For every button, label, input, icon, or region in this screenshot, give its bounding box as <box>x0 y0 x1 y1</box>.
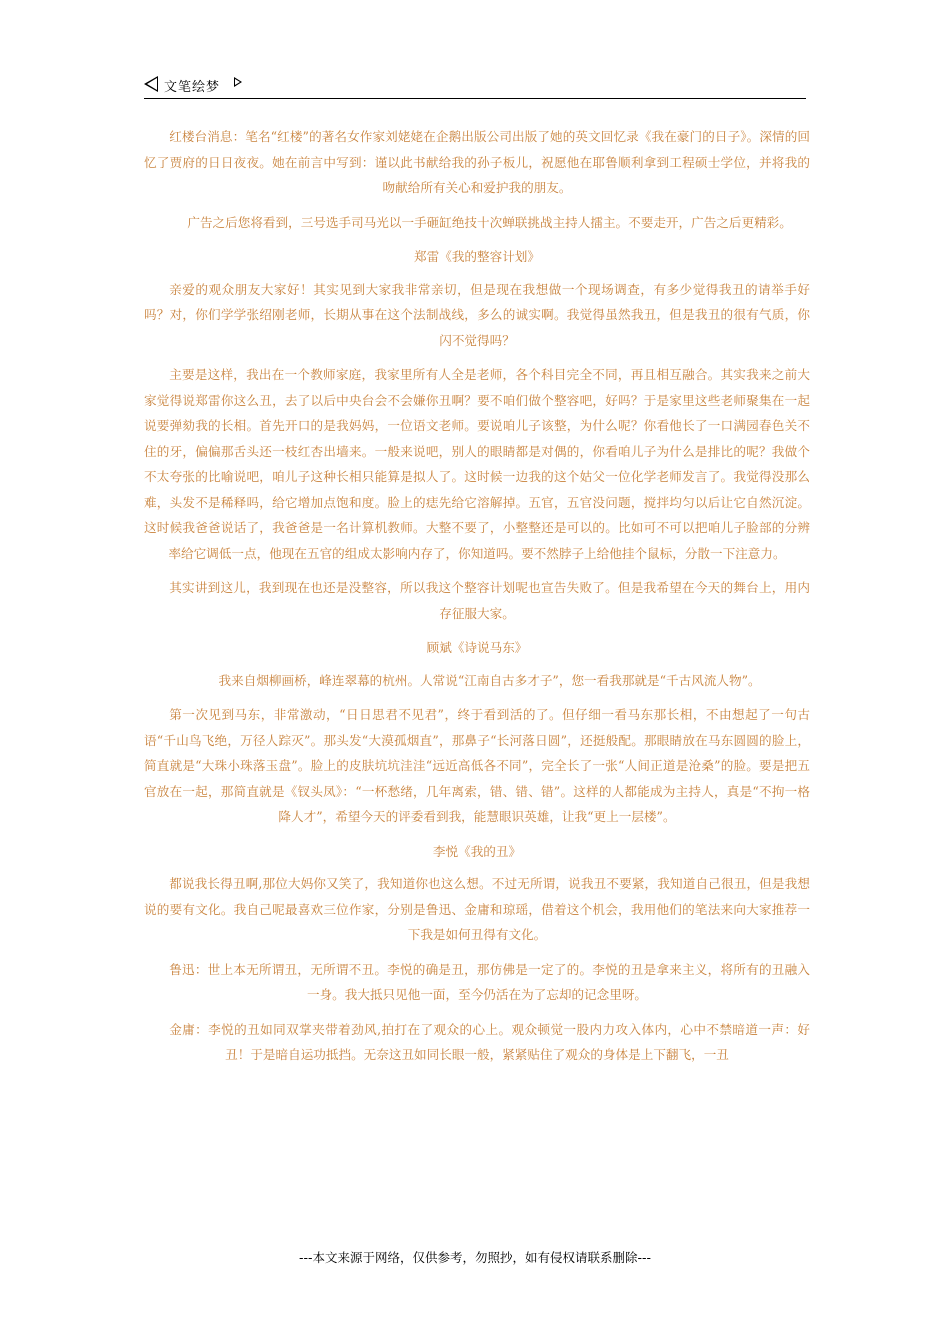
section-heading: 李悦《我的丑》 <box>432 843 522 859</box>
body-paragraph: 都说我长得丑啊,那位大妈你又笑了，我知道你也这么想。不过无所谓，说我丑不要紧，我知道自己很丑，但是我想说的要有文化。我自己呢最喜欢三位作家，分别是鲁迅、金庸和琼瑶，借着这个机会，我用他们的笔法来向大家推荐一下我是如何丑得有文化。 <box>144 876 810 942</box>
body-paragraph: 其实讲到这儿，我到现在也还是没整容，所以我这个整容计划呢也宣告失败了。但是我希望在今天的舞台上，用内存征服大家。 <box>169 580 810 621</box>
body-paragraph: 第一次见到马东，非常激动，“日日思君不见君”，终于看到活的了。但仔细一看马东那长相，不由想起了一句古语“千山鸟飞绝，万径人踪灭”。那头发“大漠孤烟直”，那鼻子“长河落日圆”，还挺般配。那眼睛放在马东圆圆的脸上，简直就是“大珠小珠落玉盘”。脸上的皮肤坑坑洼洼“远近高低各不同”，完全长了一张“人间正道是沧桑”的脸。要是把五官放在一起，那简直就是《钗头凤》：“一杯愁绪，几年离索，错、错、错”。这样的人都能成为主持人，真是“不拘一格降人才”，希望今天的评委看到我，能慧眼识英雄，让我“更上一层楼”。 <box>144 707 810 824</box>
body-paragraph: 主要是这样，我出在一个教师家庭，我家里所有人全是老师，各个科目完全不同，再且相互融合。其实我来之前大家觉得说郑雷你这么丑，去了以后中央台会不会嫌你丑啊？要不咱们做个整容吧，好吗？于是家里这些老师聚集在一起说要弹劾我的长相。首先开口的是我妈妈，一位语文老师。要说咱儿子该整，为什么呢？你看他长了一口满园春色关不住的牙，偏偏那舌头还一枝红杏出墙来。一般来说吧，别人的眼睛都是对偶的，你看咱儿子为什么是排比的呢？我做个不太夸张的比喻说吧，咱儿子这种长相只能算是拟人了。这时候一边我的这个姑父一位化学老师发言了。我觉得没那么难，头发不是稀释吗，给它增加点饱和度。脸上的痣先给它溶解掉。五官，五官没问题，搅拌均匀以后让它自然沉淀。这时候我爸爸说话了，我爸爸是一名计算机教师。大整不要了，小整整还是可以的。比如可不可以把咱儿子脸部的分辨率给它调低一点，他现在五官的组成太影响内存了，你知道吗。要不然脖子上给他挂个鼠标，分散一下注意力。 <box>144 367 810 561</box>
body-paragraph: 鲁迅：世上本无所谓丑，无所谓不丑。李悦的确是丑，那仿佛是一定了的。李悦的丑是拿来主义，将所有的丑融入一身。我大抵只见他一面，至今仍活在为了忘却的记念里呀。 <box>169 961 810 1002</box>
triangle-right-icon <box>234 77 242 87</box>
triangle-left-icon <box>144 76 158 92</box>
section-heading: 顾斌《诗说马东》 <box>426 640 528 655</box>
body-paragraph: 我来自烟柳画桥，峰连翠幕的杭州。人常说“江南自古多才子”，您一看我那就是“千古风流人物”。 <box>218 672 761 688</box>
body-paragraph: 红楼台消息：笔名“红楼”的著名女作家刘姥姥在企鹅出版公司出版了她的英文回忆录《我在豪门的日子》。深情的回忆了贾府的日日夜夜。她在前言中写到：谨以此书献给我的孙子板儿，祝愿他在耶鲁顺利拿到工程硕士学位，并将我的吻献给所有关心和爱护我的朋友。 <box>144 129 810 195</box>
body-paragraph: 金庸：李悦的丑如同双掌夹带着劲风,拍打在了观众的心上。观众顿觉一股内力攻入体内，心中不禁暗道一声：好丑！于是暗自运功抵挡。无奈这丑如同长眼一般，紧紧贴住了观众的身体是上下翻飞，一丑 <box>169 1021 810 1062</box>
page-header <box>144 74 806 99</box>
section-heading: 郑雷《我的整容计划》 <box>414 249 540 264</box>
footer-disclaimer: ---本文来源于网络，仅供参考，勿照抄，如有侵权请联系删除--- <box>298 1250 652 1265</box>
document-body <box>144 124 810 1077</box>
header-title: 文笔绘梦 <box>164 80 221 95</box>
body-paragraph: 广告之后您将看到，三号选手司马光以一手砸缸绝技十次蝉联挑战主持人擂主。不要走开，广告之后更精彩。 <box>187 214 792 230</box>
body-paragraph: 亲爱的观众朋友大家好！其实见到大家我非常亲切，但是现在我想做一个现场调查，有多少觉得我丑的请举手好吗？对，你们学学张绍刚老师，长期从事在这个法制战线，多么的诚实啊。我觉得虽然我丑，但是我丑的很有气质，你闪不觉得吗？ <box>144 281 810 348</box>
